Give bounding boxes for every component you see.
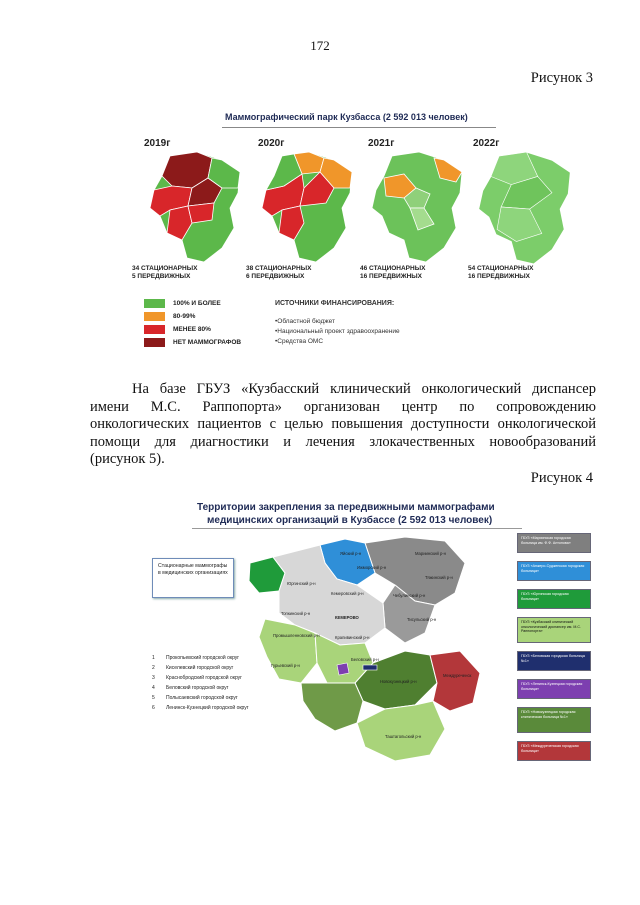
count-2022-stationary: 54 СТАЦИОНАРНЫХ	[468, 265, 534, 272]
count-2021	[360, 265, 425, 281]
count-2020-stationary: 38 СТАЦИОНАРНЫХ	[246, 265, 312, 272]
map-label: Юргинский р-н	[287, 581, 316, 586]
map-label: Ижморский р-н	[357, 565, 387, 570]
figure4-mobile-mammographs	[147, 498, 595, 768]
legend-item: 100% И БОЛЕЕ	[144, 297, 241, 310]
map-label: Таштагольский р-н	[385, 734, 422, 739]
count-2020-mobile: 6 ПЕРЕДВИЖНЫХ	[246, 273, 305, 280]
territories-map	[245, 533, 515, 765]
legend-item: ГБУЗ «Юргинская городская больница»	[517, 589, 591, 609]
figure4-label: Рисунок 4	[530, 470, 593, 486]
legend-item: ГБУЗ «Мариинская городская больница им. Ф.Ф. Антонова»	[517, 533, 591, 553]
map-2021	[364, 148, 469, 266]
funding-sources	[275, 300, 400, 347]
paragraph-line: имени М.С. Раппопорта» организован центр по сопровождению	[90, 398, 596, 415]
map-label: Междуреченск	[443, 673, 472, 678]
map-label: Промышленновский р-н	[273, 633, 320, 638]
legend-item: ГБУЗ «Беловская городская больница №1»	[517, 651, 591, 671]
legend-item: МЕНЕЕ 80%	[144, 323, 241, 336]
legend-item: 80-99%	[144, 310, 241, 323]
year-2021: 2021г	[368, 138, 395, 149]
map-2020	[254, 148, 359, 266]
map-label: Яйский р-н	[340, 551, 362, 556]
list-item: 4 Беловский городской округ	[152, 685, 229, 691]
year-2020: 2020г	[258, 138, 285, 149]
figure3-label: Рисунок 3	[530, 70, 593, 86]
paragraph-line: (рисунок 5).	[90, 451, 165, 467]
title-underline	[192, 528, 522, 529]
map-label: Тяжинский р-н	[425, 575, 453, 580]
map-label: Новокузнецкий р-н	[380, 679, 417, 684]
district-list	[152, 655, 258, 715]
funding-title: ИСТОЧНИКИ ФИНАНСИРОВАНИЯ:	[275, 300, 395, 307]
legend-item: ГБУЗ «Кузбасский клинический онкологический диспансер им. М.С. Раппопорта»	[517, 617, 591, 643]
stationary-mammographs-box: Стационарные маммографы в медицинских организациях	[152, 558, 234, 598]
list-item: 6 Ленинск-Кузнецкий городской округ	[152, 705, 249, 711]
count-2019	[132, 265, 197, 281]
legend-item: ГБУЗ «Анжеро-Судженская городская больница»	[517, 561, 591, 581]
figure4-title-line2: медицинских организаций в Кузбассе (2 592 013 человек)	[207, 515, 493, 526]
paragraph-line: На базе ГБУЗ «Кузбасский клинический онкологический диспансер	[132, 381, 596, 397]
count-2019-mobile: 5 ПЕРЕДВИЖНЫХ	[132, 273, 191, 280]
list-item: 1 Прокопьевский городской округ	[152, 655, 240, 661]
list-item: 5 Полысаевский городской округ	[152, 695, 238, 701]
map-label: Тисульский р-н	[407, 617, 437, 622]
map-label: Кемеровский р-н	[331, 591, 364, 596]
paragraph-line: помощи для диагностики и лечения злокачественных новообразований	[90, 433, 596, 450]
legend-item: ГБУЗ «Междуреченская городская больница»	[517, 741, 591, 761]
map-label: Топкинский р-н	[281, 611, 311, 616]
map-label: Крапивинский р-н	[335, 635, 370, 640]
funding-source: •Областной бюджет	[275, 318, 336, 325]
map-2022	[470, 148, 578, 268]
figure3-title: Маммографический парк Кузбасса (2 592 013 человек)	[225, 112, 468, 122]
legend-item: ГБУЗ «Ленинск-Кузнецкая городская больница»	[517, 679, 591, 699]
count-2021-stationary: 46 СТАЦИОНАРНЫХ	[360, 265, 426, 272]
map-label: Беловский р-н	[351, 657, 379, 662]
legend-item: НЕТ МАММОГРАФОВ	[144, 336, 241, 349]
list-item: 2 Киселевский городской округ	[152, 665, 234, 671]
figure3-legend	[144, 297, 241, 349]
body-paragraph	[90, 381, 596, 469]
map-label: Чебулинский р-н	[393, 593, 426, 598]
map-label: Гурьевский р-н	[271, 663, 300, 668]
count-2020	[246, 265, 311, 281]
count-2019-stationary: 34 СТАЦИОНАРНЫХ	[132, 265, 198, 272]
funding-source: •Средства ОМС	[275, 338, 324, 345]
count-2022-mobile: 16 ПЕРЕДВИЖНЫХ	[468, 273, 530, 280]
paragraph-line: онкологических пациентов с целью повышения доступности онкологической	[90, 416, 596, 432]
page-number: 172	[310, 38, 330, 53]
title-underline	[222, 127, 496, 128]
map-label: Мариинский р-н	[415, 551, 446, 556]
figure4-title-line1: Территории закрепления за передвижными маммографами	[197, 502, 495, 513]
figure3-mammography-park	[130, 108, 585, 348]
count-2022	[468, 265, 533, 281]
figure4-legend	[517, 533, 591, 769]
year-2019: 2019г	[144, 138, 171, 149]
funding-source: •Национальный проект здравоохранение	[275, 328, 400, 335]
figure4-title	[197, 501, 495, 527]
legend-item: ГБУЗ «Новокузнецкая городская клиническая больница №1»	[517, 707, 591, 733]
list-item: 3 Краснобродский городской округ	[152, 675, 242, 681]
map-2019	[142, 148, 247, 266]
count-2021-mobile: 16 ПЕРЕДВИЖНЫХ	[360, 273, 422, 280]
year-2022: 2022г	[473, 138, 500, 149]
map-label: КЕМЕРОВО	[335, 615, 359, 620]
